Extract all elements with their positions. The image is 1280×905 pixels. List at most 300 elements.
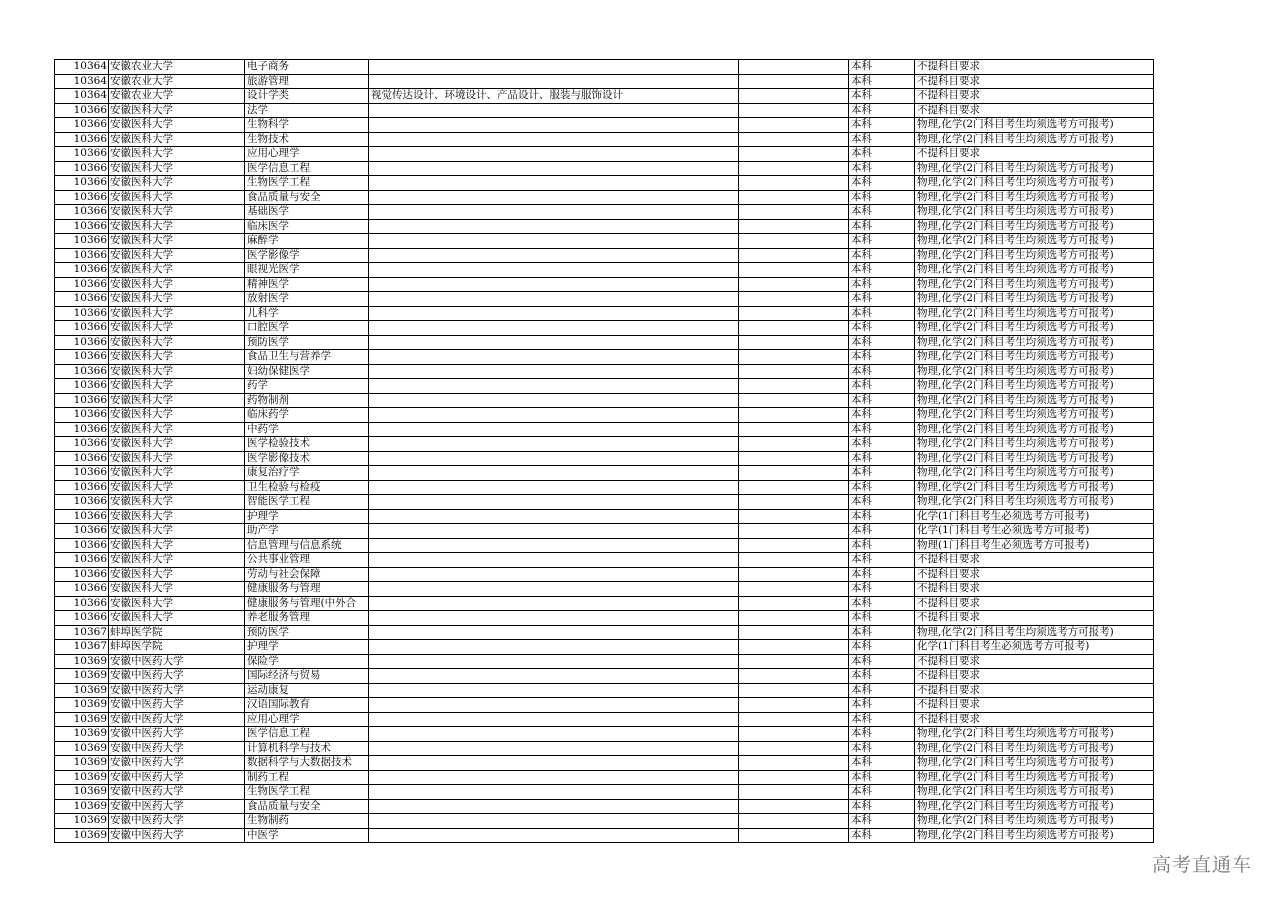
subject-requirement-cell: 物理,化学(2门科目考生均须选考方可报考) <box>915 828 1154 843</box>
institution-name-cell: 安徽医科大学 <box>109 408 245 423</box>
institution-name-cell: 安徽医科大学 <box>109 132 245 147</box>
subject-requirement-cell: 物理,化学(2门科目考生均须选考方可报考) <box>915 727 1154 742</box>
subject-requirement-cell: 不提科目要求 <box>915 74 1154 89</box>
included-majors-cell <box>369 176 739 191</box>
institution-code-cell: 10366 <box>55 335 109 350</box>
table-row <box>55 814 1154 829</box>
subject-requirement-cell: 物理,化学(2门科目考生均须选考方可报考) <box>915 625 1154 640</box>
institution-code-cell: 10366 <box>55 248 109 263</box>
included-majors-cell: 视觉传达设计、环境设计、产品设计、服装与服饰设计 <box>369 89 739 104</box>
subject-requirement-cell: 不提科目要求 <box>915 611 1154 626</box>
institution-code-cell: 10366 <box>55 234 109 249</box>
subject-requirement-cell: 物理,化学(2门科目考生均须选考方可报考) <box>915 321 1154 336</box>
table-row <box>55 379 1154 394</box>
institution-name-cell: 安徽医科大学 <box>109 161 245 176</box>
blank-cell <box>739 480 849 495</box>
major-name-cell: 医学影像学 <box>245 248 369 263</box>
institution-name-cell: 蚌埠医学院 <box>109 625 245 640</box>
institution-name-cell: 安徽医科大学 <box>109 118 245 133</box>
major-name-cell: 基础医学 <box>245 205 369 220</box>
table-row <box>55 205 1154 220</box>
subject-requirement-cell: 物理,化学(2门科目考生均须选考方可报考) <box>915 770 1154 785</box>
subject-requirement-cell: 物理,化学(2门科目考生均须选考方可报考) <box>915 785 1154 800</box>
included-majors-cell <box>369 538 739 553</box>
institution-name-cell: 安徽中医药大学 <box>109 799 245 814</box>
major-name-cell: 生物科学 <box>245 118 369 133</box>
level-cell: 本科 <box>849 306 915 321</box>
blank-cell <box>739 364 849 379</box>
included-majors-cell <box>369 669 739 684</box>
institution-code-cell: 10364 <box>55 74 109 89</box>
table-row <box>55 248 1154 263</box>
institution-name-cell: 安徽医科大学 <box>109 335 245 350</box>
subject-requirement-cell: 物理,化学(2门科目考生均须选考方可报考) <box>915 350 1154 365</box>
institution-name-cell: 安徽农业大学 <box>109 74 245 89</box>
major-name-cell: 生物技术 <box>245 132 369 147</box>
included-majors-cell <box>369 234 739 249</box>
institution-code-cell: 10366 <box>55 611 109 626</box>
institution-code-cell: 10366 <box>55 176 109 191</box>
table-row <box>55 103 1154 118</box>
included-majors-cell <box>369 321 739 336</box>
institution-code-cell: 10366 <box>55 422 109 437</box>
institution-name-cell: 安徽医科大学 <box>109 234 245 249</box>
blank-cell <box>739 538 849 553</box>
level-cell: 本科 <box>849 509 915 524</box>
blank-cell <box>739 582 849 597</box>
subject-requirement-cell: 不提科目要求 <box>915 698 1154 713</box>
level-cell: 本科 <box>849 292 915 307</box>
level-cell: 本科 <box>849 480 915 495</box>
institution-name-cell: 安徽医科大学 <box>109 495 245 510</box>
included-majors-cell <box>369 60 739 75</box>
institution-code-cell: 10366 <box>55 582 109 597</box>
included-majors-cell <box>369 741 739 756</box>
subject-requirement-cell: 化学(1门科目考生必须选考方可报考) <box>915 640 1154 655</box>
table-row <box>55 698 1154 713</box>
institution-code-cell: 10366 <box>55 408 109 423</box>
blank-cell <box>739 553 849 568</box>
institution-code-cell: 10366 <box>55 219 109 234</box>
blank-cell <box>739 234 849 249</box>
table-row <box>55 190 1154 205</box>
blank-cell <box>739 89 849 104</box>
major-name-cell: 电子商务 <box>245 60 369 75</box>
major-name-cell: 中医学 <box>245 828 369 843</box>
major-name-cell: 医学信息工程 <box>245 727 369 742</box>
institution-name-cell: 安徽中医药大学 <box>109 756 245 771</box>
major-name-cell: 预防医学 <box>245 335 369 350</box>
institution-name-cell: 安徽中医药大学 <box>109 712 245 727</box>
major-name-cell: 食品质量与安全 <box>245 190 369 205</box>
table-row <box>55 785 1154 800</box>
major-name-cell: 制药工程 <box>245 770 369 785</box>
blank-cell <box>739 524 849 539</box>
institution-name-cell: 安徽医科大学 <box>109 248 245 263</box>
institution-name-cell: 安徽医科大学 <box>109 277 245 292</box>
level-cell: 本科 <box>849 567 915 582</box>
included-majors-cell <box>369 364 739 379</box>
table-row <box>55 828 1154 843</box>
level-cell: 本科 <box>849 147 915 162</box>
major-name-cell: 应用心理学 <box>245 147 369 162</box>
included-majors-cell <box>369 74 739 89</box>
table-row <box>55 132 1154 147</box>
subject-requirement-cell: 物理,化学(2门科目考生均须选考方可报考) <box>915 118 1154 133</box>
table-row <box>55 611 1154 626</box>
major-name-cell: 护理学 <box>245 640 369 655</box>
institution-code-cell: 10366 <box>55 567 109 582</box>
subject-requirement-cell: 不提科目要求 <box>915 654 1154 669</box>
institution-name-cell: 安徽医科大学 <box>109 219 245 234</box>
level-cell: 本科 <box>849 176 915 191</box>
institution-name-cell: 安徽医科大学 <box>109 176 245 191</box>
major-name-cell: 临床药学 <box>245 408 369 423</box>
included-majors-cell <box>369 466 739 481</box>
major-name-cell: 国际经济与贸易 <box>245 669 369 684</box>
subject-requirement-cell: 物理,化学(2门科目考生均须选考方可报考) <box>915 248 1154 263</box>
major-name-cell: 智能医学工程 <box>245 495 369 510</box>
major-name-cell: 口腔医学 <box>245 321 369 336</box>
level-cell: 本科 <box>849 698 915 713</box>
included-majors-cell <box>369 524 739 539</box>
institution-name-cell: 安徽医科大学 <box>109 538 245 553</box>
level-cell: 本科 <box>849 263 915 278</box>
major-name-cell: 法学 <box>245 103 369 118</box>
level-cell: 本科 <box>849 814 915 829</box>
blank-cell <box>739 654 849 669</box>
major-name-cell: 生物医学工程 <box>245 176 369 191</box>
institution-name-cell: 安徽医科大学 <box>109 582 245 597</box>
level-cell: 本科 <box>849 625 915 640</box>
level-cell: 本科 <box>849 785 915 800</box>
institution-code-cell: 10366 <box>55 321 109 336</box>
level-cell: 本科 <box>849 422 915 437</box>
subject-requirement-cell: 物理,化学(2门科目考生均须选考方可报考) <box>915 437 1154 452</box>
subject-requirement-cell: 物理,化学(2门科目考生均须选考方可报考) <box>915 422 1154 437</box>
major-name-cell: 劳动与社会保障 <box>245 567 369 582</box>
blank-cell <box>739 103 849 118</box>
table-row <box>55 466 1154 481</box>
institution-name-cell: 安徽医科大学 <box>109 524 245 539</box>
major-name-cell: 助产学 <box>245 524 369 539</box>
table-row <box>55 234 1154 249</box>
level-cell: 本科 <box>849 770 915 785</box>
table-row <box>55 770 1154 785</box>
included-majors-cell <box>369 437 739 452</box>
blank-cell <box>739 828 849 843</box>
institution-name-cell: 安徽中医药大学 <box>109 770 245 785</box>
institution-code-cell: 10369 <box>55 712 109 727</box>
major-name-cell: 数据科学与大数据技术 <box>245 756 369 771</box>
included-majors-cell <box>369 582 739 597</box>
institution-code-cell: 10366 <box>55 190 109 205</box>
subject-requirement-cell: 物理,化学(2门科目考生均须选考方可报考) <box>915 480 1154 495</box>
level-cell: 本科 <box>849 74 915 89</box>
table-row <box>55 727 1154 742</box>
subject-requirement-cell: 物理,化学(2门科目考生均须选考方可报考) <box>915 219 1154 234</box>
table-row <box>55 756 1154 771</box>
subject-requirement-cell: 物理,化学(2门科目考生均须选考方可报考) <box>915 335 1154 350</box>
blank-cell <box>739 118 849 133</box>
subject-requirement-cell: 不提科目要求 <box>915 683 1154 698</box>
level-cell: 本科 <box>849 89 915 104</box>
included-majors-cell <box>369 103 739 118</box>
institution-name-cell: 安徽中医药大学 <box>109 683 245 698</box>
table-row <box>55 538 1154 553</box>
institution-name-cell: 安徽医科大学 <box>109 364 245 379</box>
subject-requirement-cell: 物理,化学(2门科目考生均须选考方可报考) <box>915 756 1154 771</box>
subject-requirement-cell: 物理,化学(2门科目考生均须选考方可报考) <box>915 306 1154 321</box>
institution-code-cell: 10366 <box>55 480 109 495</box>
included-majors-cell <box>369 480 739 495</box>
blank-cell <box>739 451 849 466</box>
subject-requirement-cell: 不提科目要求 <box>915 89 1154 104</box>
included-majors-cell <box>369 335 739 350</box>
institution-code-cell: 10369 <box>55 669 109 684</box>
subject-requirement-cell: 物理,化学(2门科目考生均须选考方可报考) <box>915 364 1154 379</box>
institution-code-cell: 10366 <box>55 451 109 466</box>
institution-name-cell: 安徽医科大学 <box>109 350 245 365</box>
level-cell: 本科 <box>849 828 915 843</box>
major-name-cell: 医学信息工程 <box>245 161 369 176</box>
level-cell: 本科 <box>849 437 915 452</box>
institution-code-cell: 10369 <box>55 828 109 843</box>
included-majors-cell <box>369 292 739 307</box>
institution-name-cell: 安徽医科大学 <box>109 567 245 582</box>
level-cell: 本科 <box>849 669 915 684</box>
blank-cell <box>739 756 849 771</box>
included-majors-cell <box>369 379 739 394</box>
included-majors-cell <box>369 350 739 365</box>
institution-name-cell: 安徽医科大学 <box>109 190 245 205</box>
table-row <box>55 292 1154 307</box>
major-name-cell: 康复治疗学 <box>245 466 369 481</box>
institution-code-cell: 10369 <box>55 727 109 742</box>
subject-requirement-cell: 物理,化学(2门科目考生均须选考方可报考) <box>915 466 1154 481</box>
major-name-cell: 药学 <box>245 379 369 394</box>
table-row <box>55 263 1154 278</box>
blank-cell <box>739 219 849 234</box>
table-row <box>55 321 1154 336</box>
included-majors-cell <box>369 393 739 408</box>
table-row <box>55 712 1154 727</box>
level-cell: 本科 <box>849 654 915 669</box>
institution-name-cell: 安徽农业大学 <box>109 60 245 75</box>
institution-code-cell: 10366 <box>55 437 109 452</box>
blank-cell <box>739 495 849 510</box>
subject-requirement-cell: 物理,化学(2门科目考生均须选考方可报考) <box>915 814 1154 829</box>
major-name-cell: 汉语国际教育 <box>245 698 369 713</box>
major-name-cell: 公共事业管理 <box>245 553 369 568</box>
subject-requirement-cell: 物理,化学(2门科目考生均须选考方可报考) <box>915 741 1154 756</box>
table-row <box>55 582 1154 597</box>
blank-cell <box>739 712 849 727</box>
table-row <box>55 74 1154 89</box>
major-name-cell: 保险学 <box>245 654 369 669</box>
institution-name-cell: 安徽医科大学 <box>109 321 245 336</box>
included-majors-cell <box>369 132 739 147</box>
level-cell: 本科 <box>849 234 915 249</box>
subject-requirement-cell: 物理,化学(2门科目考生均须选考方可报考) <box>915 408 1154 423</box>
included-majors-cell <box>369 785 739 800</box>
institution-code-cell: 10369 <box>55 683 109 698</box>
institution-name-cell: 安徽医科大学 <box>109 263 245 278</box>
institution-code-cell: 10366 <box>55 524 109 539</box>
institution-code-cell: 10366 <box>55 466 109 481</box>
table-row <box>55 161 1154 176</box>
level-cell: 本科 <box>849 553 915 568</box>
blank-cell <box>739 408 849 423</box>
table-row <box>55 219 1154 234</box>
institution-code-cell: 10364 <box>55 60 109 75</box>
table-row <box>55 176 1154 191</box>
institution-code-cell: 10366 <box>55 553 109 568</box>
institution-name-cell: 安徽医科大学 <box>109 553 245 568</box>
table-body <box>55 60 1154 843</box>
table-row <box>55 553 1154 568</box>
table-row <box>55 524 1154 539</box>
institution-code-cell: 10369 <box>55 814 109 829</box>
institution-code-cell: 10369 <box>55 741 109 756</box>
major-name-cell: 儿科学 <box>245 306 369 321</box>
included-majors-cell <box>369 567 739 582</box>
major-name-cell: 生物医学工程 <box>245 785 369 800</box>
major-name-cell: 运动康复 <box>245 683 369 698</box>
included-majors-cell <box>369 219 739 234</box>
table-row <box>55 451 1154 466</box>
institution-code-cell: 10367 <box>55 625 109 640</box>
level-cell: 本科 <box>849 350 915 365</box>
table-row <box>55 277 1154 292</box>
table-row <box>55 437 1154 452</box>
table-row <box>55 364 1154 379</box>
table-row <box>55 799 1154 814</box>
table-row <box>55 118 1154 133</box>
table-row <box>55 480 1154 495</box>
table-row <box>55 60 1154 75</box>
blank-cell <box>739 567 849 582</box>
major-name-cell: 眼视光医学 <box>245 263 369 278</box>
level-cell: 本科 <box>849 248 915 263</box>
blank-cell <box>739 379 849 394</box>
major-name-cell: 应用心理学 <box>245 712 369 727</box>
table-row <box>55 147 1154 162</box>
major-name-cell: 养老服务管理 <box>245 611 369 626</box>
level-cell: 本科 <box>849 524 915 539</box>
institution-name-cell: 安徽医科大学 <box>109 147 245 162</box>
level-cell: 本科 <box>849 190 915 205</box>
blank-cell <box>739 625 849 640</box>
blank-cell <box>739 205 849 220</box>
major-name-cell: 麻醉学 <box>245 234 369 249</box>
included-majors-cell <box>369 814 739 829</box>
institution-name-cell: 安徽中医药大学 <box>109 727 245 742</box>
major-name-cell: 健康服务与管理(中外合 <box>245 596 369 611</box>
subject-requirement-cell: 不提科目要求 <box>915 553 1154 568</box>
blank-cell <box>739 741 849 756</box>
subject-requirement-cell: 物理,化学(2门科目考生均须选考方可报考) <box>915 292 1154 307</box>
institution-code-cell: 10369 <box>55 698 109 713</box>
institution-code-cell: 10366 <box>55 103 109 118</box>
institution-name-cell: 安徽中医药大学 <box>109 669 245 684</box>
blank-cell <box>739 190 849 205</box>
subject-requirement-cell: 不提科目要求 <box>915 567 1154 582</box>
blank-cell <box>739 727 849 742</box>
blank-cell <box>739 437 849 452</box>
major-name-cell: 计算机科学与技术 <box>245 741 369 756</box>
subject-requirement-cell: 物理,化学(2门科目考生均须选考方可报考) <box>915 234 1154 249</box>
institution-name-cell: 安徽中医药大学 <box>109 741 245 756</box>
major-name-cell: 精神医学 <box>245 277 369 292</box>
subject-requirement-cell: 物理,化学(2门科目考生均须选考方可报考) <box>915 393 1154 408</box>
institution-name-cell: 安徽中医药大学 <box>109 698 245 713</box>
institution-name-cell: 安徽农业大学 <box>109 89 245 104</box>
major-requirements-table <box>54 59 1154 843</box>
blank-cell <box>739 698 849 713</box>
blank-cell <box>739 248 849 263</box>
subject-requirement-cell: 物理,化学(2门科目考生均须选考方可报考) <box>915 277 1154 292</box>
level-cell: 本科 <box>849 161 915 176</box>
major-name-cell: 医学影像技术 <box>245 451 369 466</box>
table-row <box>55 335 1154 350</box>
included-majors-cell <box>369 625 739 640</box>
table-row <box>55 306 1154 321</box>
institution-code-cell: 10366 <box>55 161 109 176</box>
subject-requirement-cell: 物理,化学(2门科目考生均须选考方可报考) <box>915 495 1154 510</box>
institution-code-cell: 10366 <box>55 292 109 307</box>
blank-cell <box>739 277 849 292</box>
level-cell: 本科 <box>849 495 915 510</box>
blank-cell <box>739 161 849 176</box>
subject-requirement-cell: 物理,化学(2门科目考生均须选考方可报考) <box>915 263 1154 278</box>
blank-cell <box>739 292 849 307</box>
blank-cell <box>739 176 849 191</box>
included-majors-cell <box>369 553 739 568</box>
institution-code-cell: 10366 <box>55 350 109 365</box>
blank-cell <box>739 814 849 829</box>
table-row <box>55 495 1154 510</box>
institution-code-cell: 10366 <box>55 379 109 394</box>
included-majors-cell <box>369 756 739 771</box>
subject-requirement-cell: 物理(1门科目考生必须选考方可报考) <box>915 538 1154 553</box>
subject-requirement-cell: 不提科目要求 <box>915 596 1154 611</box>
table-row <box>55 654 1154 669</box>
included-majors-cell <box>369 190 739 205</box>
included-majors-cell <box>369 654 739 669</box>
institution-code-cell: 10366 <box>55 509 109 524</box>
level-cell: 本科 <box>849 103 915 118</box>
included-majors-cell <box>369 640 739 655</box>
institution-code-cell: 10366 <box>55 306 109 321</box>
blank-cell <box>739 335 849 350</box>
watermark-text: 高考直通车 <box>1151 854 1252 876</box>
institution-name-cell: 安徽医科大学 <box>109 379 245 394</box>
blank-cell <box>739 770 849 785</box>
subject-requirement-cell: 不提科目要求 <box>915 103 1154 118</box>
level-cell: 本科 <box>849 118 915 133</box>
level-cell: 本科 <box>849 640 915 655</box>
blank-cell <box>739 509 849 524</box>
included-majors-cell <box>369 277 739 292</box>
included-majors-cell <box>369 205 739 220</box>
included-majors-cell <box>369 495 739 510</box>
level-cell: 本科 <box>849 451 915 466</box>
institution-name-cell: 安徽中医药大学 <box>109 654 245 669</box>
included-majors-cell <box>369 161 739 176</box>
included-majors-cell <box>369 248 739 263</box>
institution-code-cell: 10366 <box>55 393 109 408</box>
